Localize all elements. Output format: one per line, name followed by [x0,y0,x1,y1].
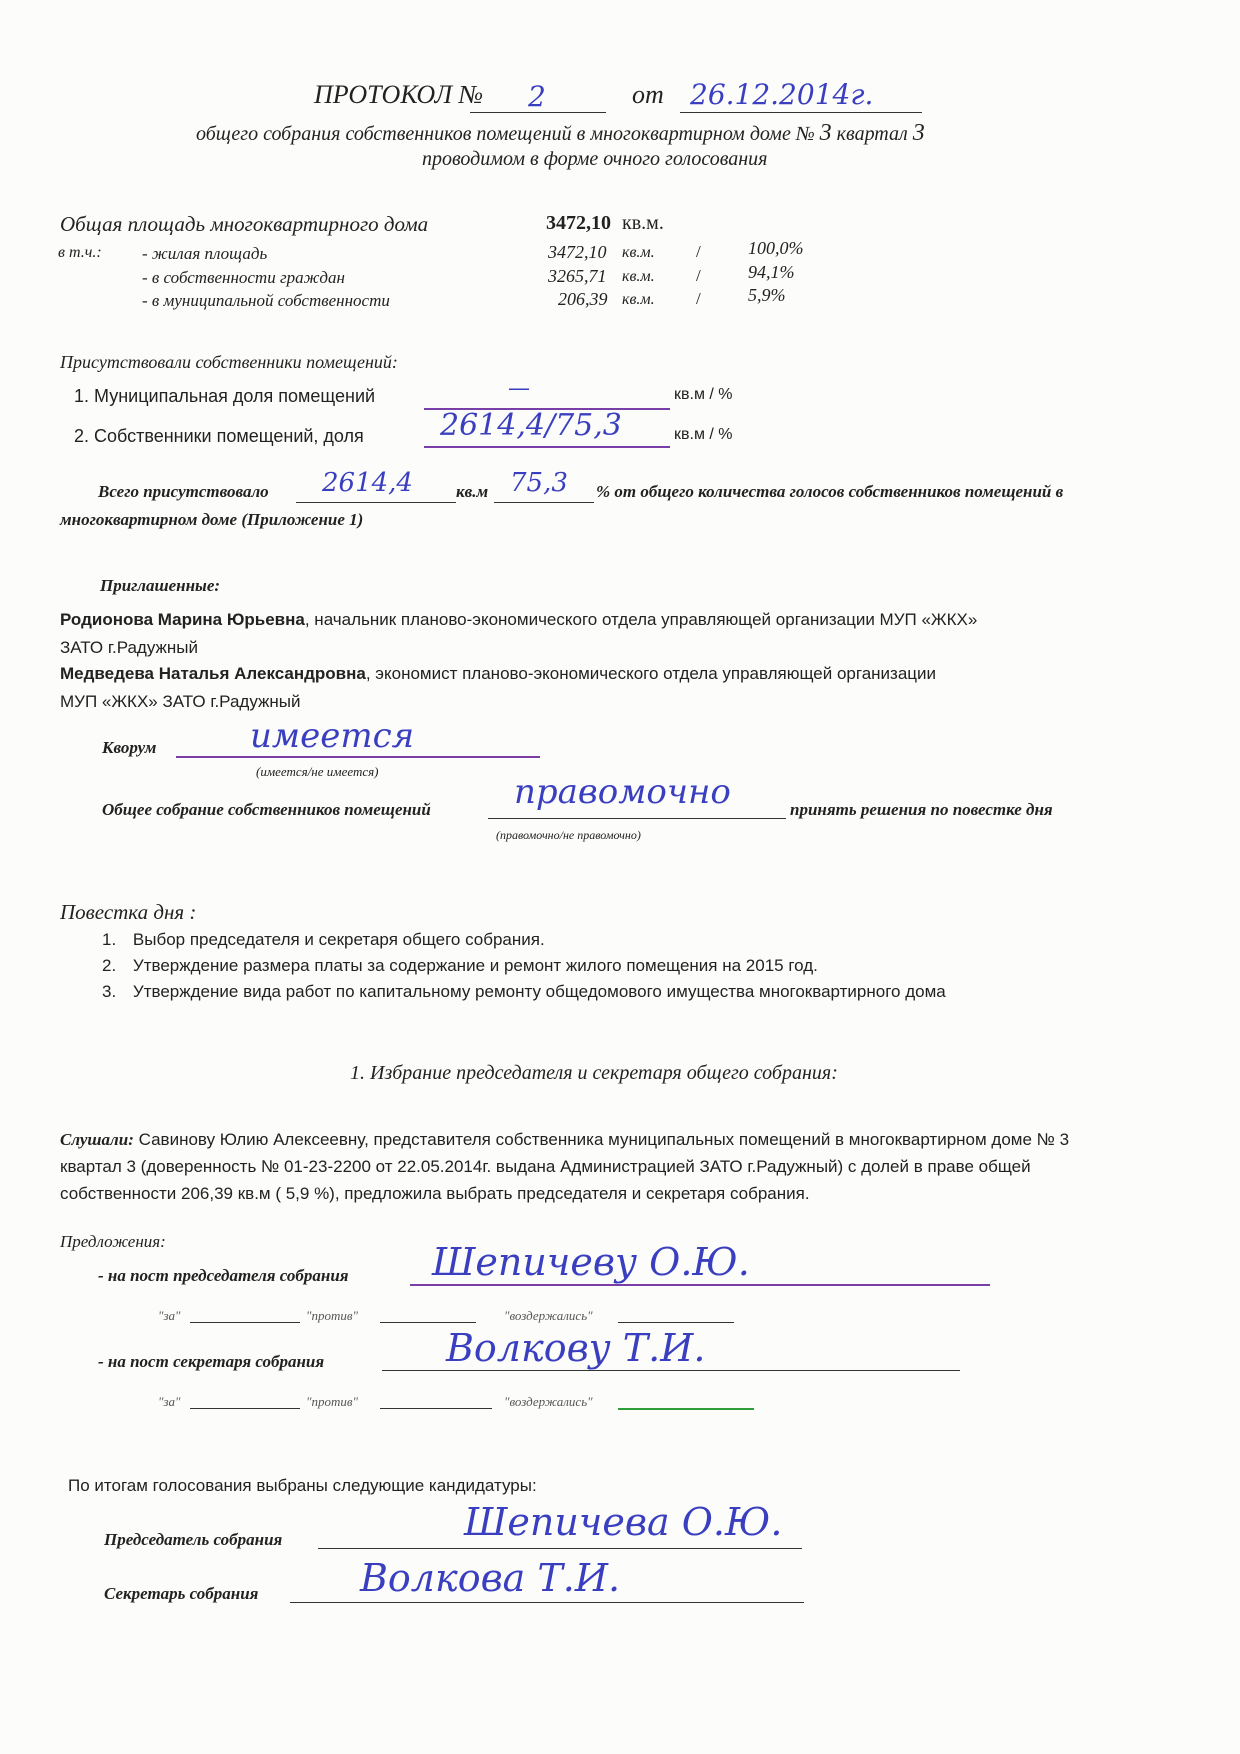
from-label: от [632,80,664,109]
quorum-value: имеется [250,716,415,756]
agenda-item-num: 2. [102,956,117,975]
total-present-prefix: Всего присутствовало [98,482,269,501]
meeting-hint: (правомочно/не правомочно) [496,828,641,842]
heard-text-1: Савинову Юлию Алексеевну, представителя собственника муниципальных помещений в многоквартирном доме № 3 [138,1130,1070,1149]
area-row-slash: / [696,289,701,308]
area-row-value: 3472,10 [548,242,607,262]
result-title: По итогам голосования выбраны следующие кандидатуры: [68,1476,537,1495]
quorum-hint: (имеется/не имеется) [256,764,379,779]
total-area-value: 3472,10 [546,212,611,234]
meeting-suffix: принять решения по повестке дня [790,800,1053,819]
invited-person-2 [60,664,936,684]
total-present-area: 2614,4 [322,468,413,498]
subtitle-prefix: общего собрания собственников помещений в многоквартирном доме № [196,123,815,145]
invited-title: Приглашенные: [100,576,221,595]
total-present-suffix: % от общего количества голосов собственников помещений в [596,482,1064,501]
chair-label: - на пост председателя собрания [98,1266,349,1285]
incl-label: в т.ч.: [58,244,102,261]
sec-label: Секретарь собрания [104,1584,259,1603]
attendance-title: Присутствовали собственники помещений: [60,352,398,372]
area-row-unit: кв.м. [622,268,655,285]
vote-against-line [380,1322,476,1323]
area-row-percent: 94,1% [748,262,795,282]
vote-for-label: "за" [158,1394,181,1409]
area-row-label: - в муниципальной собственности [142,291,390,310]
secretary-value: Волкову Т.И. [446,1326,706,1370]
protocol-date: 26.12.2014г. [690,78,874,111]
sec-line [290,1602,804,1603]
item2-line [424,446,670,448]
area-row-slash: / [696,266,701,285]
total-present-percent: 75,3 [510,468,568,498]
sec-value: Волкова Т.И. [360,1556,621,1600]
vote-for-label: "за" [158,1308,181,1323]
agenda-item-text: Утверждение вида работ по капитальному ремонту общедомового имущества многоквартирного дома [132,982,946,1001]
invited-person-1 [60,610,977,630]
person1-name: Родионова Марина Юрьевна [60,610,305,629]
protocol-label: ПРОТОКОЛ № [314,80,484,109]
agenda-item [102,930,545,950]
chairman-label: Председатель собрания [104,1530,283,1549]
person1-role-line2: ЗАТО г.Радужный [60,638,199,657]
meeting-label: Общее собрание собственников помещений [102,800,431,819]
heard-line-3: собственности 206,39 кв.м ( 5,9 %), предложила выбрать председателя и секретаря собрания. [60,1184,810,1203]
heard-line-2: квартал 3 (доверенность № 01-23-2200 от 22.05.2014г. выдана Администрацией ЗАТО г.Радужный) с долей в праве общей [60,1157,1031,1176]
item1-unit: кв.м / % [674,386,733,403]
total-area-label: Общая площадь многоквартирного дома [60,212,429,236]
vote-abstain-label: "воздержались" [504,1308,593,1323]
item2-value: 2614,4/75,3 [440,408,622,443]
agenda-item [102,982,946,1002]
area-row-slash: / [696,242,701,261]
quorum-label: Кворум [102,738,157,757]
total-area-unit: кв.м. [622,212,664,234]
meeting-line [488,818,786,819]
item1-value: — [508,376,530,401]
agenda-item-text: Утверждение размера платы за содержание и ремонт жилого помещения на 2015 год. [132,956,818,975]
quarter-number: 3 [912,120,925,146]
total-area-line [296,502,456,503]
vote-against-line [380,1408,492,1409]
vote-abstain-line [618,1322,734,1323]
quarter-label: квартал [836,123,908,145]
chair-line [410,1284,990,1286]
attendance-item-1: 1. Муниципальная доля помещений [74,386,376,406]
area-row-unit: кв.м. [622,244,655,261]
quorum-line [176,756,540,758]
vote-for-line [190,1322,300,1323]
vote-against-label: "против" [306,1308,358,1323]
person2-role-line2: МУП «ЖКХ» ЗАТО г.Радужный [60,692,301,711]
agenda-item [102,956,818,976]
secretary-label: - на пост секретаря собрания [98,1352,325,1371]
area-row-value: 206,39 [558,289,608,309]
person2-name: Медведева Наталья Александровна [60,664,366,683]
vote-abstain-label: "воздержались" [504,1394,593,1409]
proposals-title: Предложения: [60,1232,166,1251]
agenda-title: Повестка дня : [60,900,197,924]
house-number: 3 [819,120,832,146]
vote-abstain-line [618,1408,754,1410]
vote-for-line [190,1408,300,1409]
chairman-line [318,1548,802,1549]
attendance-item-2: 2. Собственники помещений, доля [74,426,364,446]
total-percent-line [494,502,594,503]
vote-against-label: "против" [306,1394,358,1409]
heard-label: Слушали: [60,1130,134,1149]
chairman-value: Шепичева О.Ю. [464,1500,783,1544]
secretary-line [382,1370,960,1371]
agenda-item-num: 3. [102,982,117,1001]
area-row-label: - в собственности граждан [142,268,345,287]
agenda-item-num: 1. [102,930,117,949]
meeting-value: правомочно [514,772,731,812]
total-present-unit: кв.м [456,482,489,501]
item2-unit: кв.м / % [674,426,733,443]
total-present-line2: многоквартирном доме (Приложение 1) [60,510,364,529]
heard-line-1 [60,1130,1069,1150]
section1-title: 1. Избрание председателя и секретаря общего собрания: [350,1062,838,1084]
area-row-percent: 5,9% [748,285,786,305]
protocol-number: 2 [528,80,546,113]
chair-value: Шепичеву О.Ю. [432,1240,750,1284]
agenda-item-text: Выбор председателя и секретаря общего собрания. [132,930,545,949]
subtitle-line [196,120,925,147]
person1-role: , начальник планово-экономического отдела управляющей организации МУП «ЖКХ» [304,610,978,629]
area-row-label: - жилая площадь [142,244,268,263]
date-line [680,112,922,113]
area-row-percent: 100,0% [748,238,804,258]
person2-role: , экономист планово-экономического отдела управляющей организации [365,664,937,683]
area-row-value: 3265,71 [548,266,607,286]
form-line: проводимом в форме очного голосования [422,148,768,170]
area-row-unit: кв.м. [622,291,655,308]
